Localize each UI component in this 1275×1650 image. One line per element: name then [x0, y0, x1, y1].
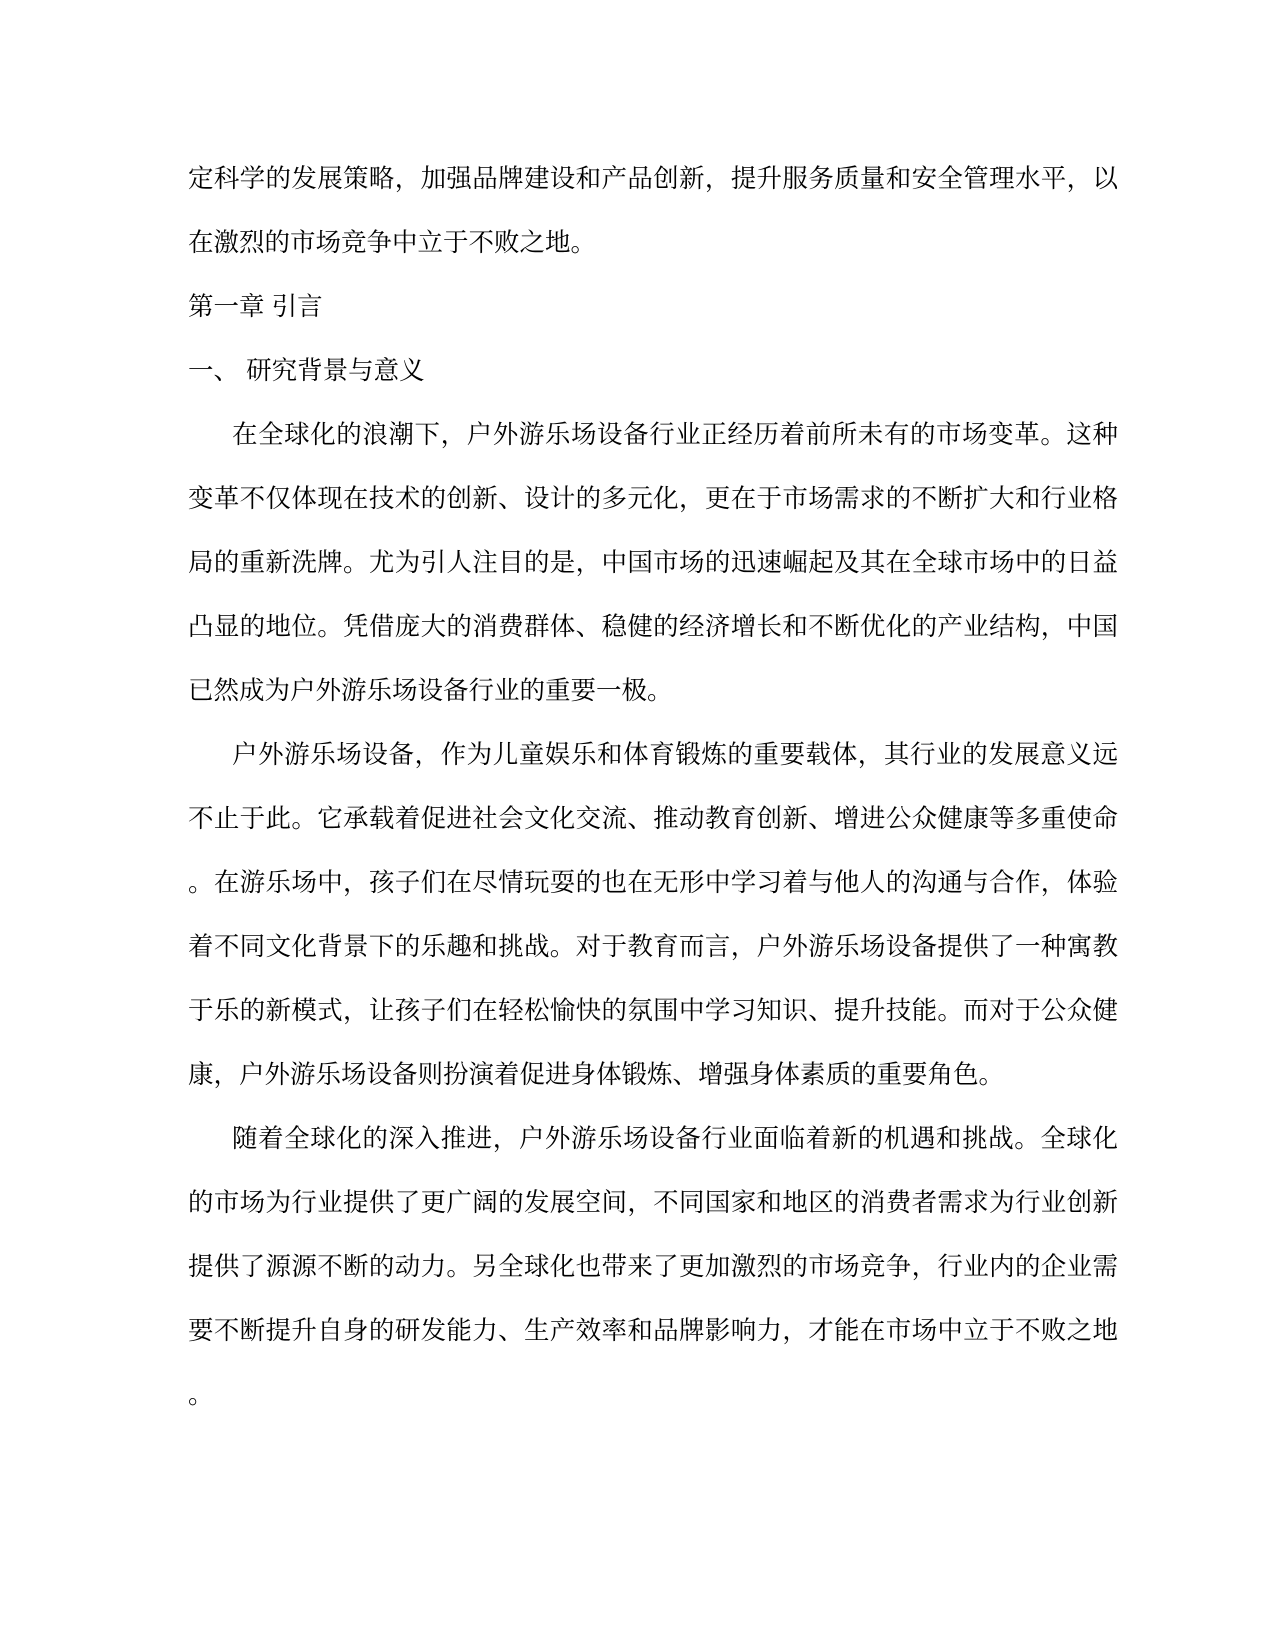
paragraph-background-2-line: 于乐的新模式，让孩子们在轻松愉快的氛围中学习知识、提升技能。而对于公众健 [188, 997, 1118, 1025]
paragraph-background-3-line: 要不断提升自身的研发能力、生产效率和品牌影响力，才能在市场中立于不败之地 [188, 1317, 1118, 1345]
paragraph-background-3-line: 。 [188, 1381, 214, 1409]
closing-paragraph-line: 定科学的发展策略，加强品牌建设和产品创新，提升服务质量和安全管理水平，以 [188, 165, 1118, 193]
paragraph-background-2-line: 不止于此。它承载着促进社会文化交流、推动教育创新、增进公众健康等多重使命 [188, 805, 1118, 833]
paragraph-background-1-line: 凸显的地位。凭借庞大的消费群体、稳健的经济增长和不断优化的产业结构，中国 [188, 613, 1118, 641]
paragraph-background-1-line: 变革不仅体现在技术的创新、设计的多元化，更在于市场需求的不断扩大和行业格 [188, 485, 1118, 513]
paragraph-background-1-line: 在全球化的浪潮下，户外游乐场设备行业正经历着前所未有的市场变革。这种 [232, 421, 1118, 449]
closing-paragraph-line: 在激烈的市场竞争中立于不败之地。 [188, 229, 597, 257]
paragraph-background-3-line: 提供了源源不断的动力。另全球化也带来了更加激烈的市场竞争，行业内的企业需 [188, 1253, 1118, 1281]
section-heading: 一、 研究背景与意义 [188, 357, 425, 385]
chapter-heading: 第一章 引言 [188, 293, 323, 321]
paragraph-background-1-line: 已然成为户外游乐场设备行业的重要一极。 [188, 677, 673, 705]
paragraph-background-3-line: 的市场为行业提供了更广阔的发展空间，不同国家和地区的消费者需求为行业创新 [188, 1189, 1118, 1217]
paragraph-background-3-line: 随着全球化的深入推进，户外游乐场设备行业面临着新的机遇和挑战。全球化 [232, 1125, 1118, 1153]
paragraph-background-2-line: 。在游乐场中，孩子们在尽情玩耍的也在无形中学习着与他人的沟通与合作，体验 [188, 869, 1118, 897]
paragraph-background-2-line: 康，户外游乐场设备则扮演着促进身体锻炼、增强身体素质的重要角色。 [188, 1061, 1005, 1089]
document-content [188, 147, 1118, 1427]
paragraph-background-2-line: 着不同文化背景下的乐趣和挑战。对于教育而言，户外游乐场设备提供了一种寓教 [188, 933, 1118, 961]
paragraph-background-2-line: 户外游乐场设备，作为儿童娱乐和体育锻炼的重要载体，其行业的发展意义远 [232, 741, 1118, 769]
paragraph-background-1-line: 局的重新洗牌。尤为引人注目的是，中国市场的迅速崛起及其在全球市场中的日益 [188, 549, 1118, 577]
